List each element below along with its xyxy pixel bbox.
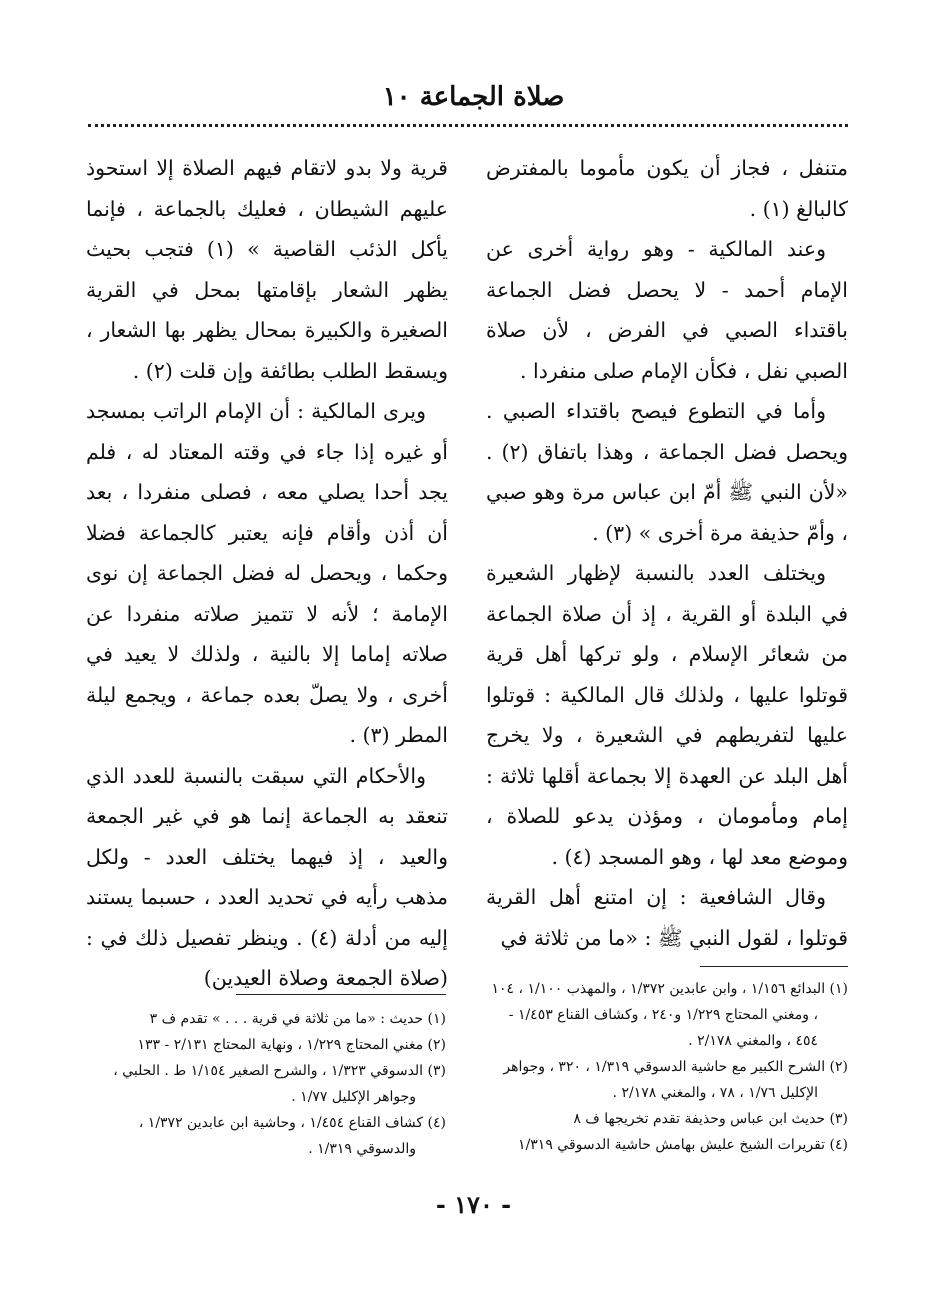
paragraph: قرية ولا بدو لاتقام فيهم الصلاة إلا استحوذ عليهم الشيطان ، فعليك بالجماعة ، فإنما يأكل الذئب القاصية » (١) فتجب بحيث يظهر الشعار بإقامتها بمحل في القرية الصغيرة والكبيرة بمحال يظهر بها الشعار ، ويسقط الطلب بطائفة وإن قلت (٢) . [86, 156, 448, 383]
footnotes-right [490, 976, 848, 1158]
paragraph: ويرى المالكية : أن الإمام الراتب بمسجد أو غيره إذا جاء في وقته المعتاد له ، فلم يجد أحدا يصلي معه ، فصلى منفردا ، بعد أن أذن وأقام فإنه يعتبر كالجماعة فضلا وحكما ، ويحصل له فضل الجماعة إن نوى الإمامة ؛ لأنه لا تتميز صلاته منفردا عن صلاته إماما إلا بالنية ، ولذلك لا يعيد في أخرى ، ولا يصلّ بعده جماعة ، ويجمع ليلة المطر (٣) . [86, 399, 448, 747]
paragraph: والأحكام التي سبقت بالنسبة للعدد الذي تنعقد به الجماعة إنما هو في غير الجمعة والعيد ، إذ فيهما يختلف العدد - ولكل مذهب رأيه في تحديد العدد ، حسبما يستند إليه من أدلة (٤) . وينظر تفصيل ذلك في : (صلاة الجمعة وصلاة العيدين) [86, 763, 448, 990]
footnote: (٣) الدسوقي ١/٣٢٣ ، والشرح الصغير ١/١٥٤ ط . الحلبي ، وجواهر الإكليل ١/٧٧ . [113, 1063, 446, 1105]
paragraph: وقال الشافعية : إن امتنع أهل القرية قوتلوا ، لقول النبي ﷺ : «ما من ثلاثة في [486, 885, 848, 950]
footnotes-left [88, 1006, 446, 1162]
paragraph: وأما في التطوع فيصح باقتداء الصبي . ويحصل فضل الجماعة ، وهذا باتفاق (٢) . «لأن النبي ﷺ أمّ ابن عباس مرة وهو صبي ، وأمّ حذيفة مرة أخرى » (٣) . [486, 399, 849, 545]
footnote: (٤) تقريرات الشيخ عليش بهامش حاشية الدسوقي ١/٣١٩ [518, 1137, 848, 1153]
paragraph: ويختلف العدد بالنسبة لإظهار الشعيرة في البلدة أو القرية ، إذ أن صلاة الجماعة من شعائر الإسلام ، ولو تركها أهل قرية قوتلوا عليها ، ولذلك قال المالكية : قوتلوا عليها لتفريطهم في الشعيرة ، ولا يخرج أهل البلد عن العهدة إلا بجماعة أقلها ثلاثة : إمام ومأمومان ، ومؤذن يدعو للصلاة ، وموضع معد لها ، وهو المسجد (٤) . [486, 561, 848, 869]
footnote: (٢) الشرح الكبير مع حاشية الدسوقي ١/٣١٩ ، ٣٢٠ ، وجواهر الإكليل ١/٧٦ ، ٧٨ ، والمغني ٢/١٧٨ . [503, 1059, 848, 1101]
footnote: (٢) مغني المحتاج ١/٢٢٩ ، ونهاية المحتاج ٢/١٣١ - ١٣٣ [137, 1037, 446, 1053]
right-text-column [486, 148, 848, 958]
paragraph: وعند المالكية - وهو رواية أخرى عن الإمام أحمد - لا يحصل فضل الجماعة باقتداء الصبي في الفرض ، لأن صلاة الصبي نفل ، فكأن الإمام صلى منفردا . [486, 237, 848, 383]
left-text-column [86, 148, 448, 999]
footnote-separator-right [700, 966, 848, 967]
footnote: (٤) كشاف القناع ١/٤٥٤ ، وحاشية ابن عابدين ١/٣٧٢ ، والدسوقي ١/٣١٩ . [138, 1115, 446, 1157]
footnote-separator-left [236, 994, 446, 995]
paragraph: متنفل ، فجاز أن يكون مأموما بالمفترض كالبالغ (١) . [486, 156, 848, 221]
page-number: - ١٧٠ - [435, 1190, 512, 1219]
running-header-title: صلاة الجماعة ١٠ [382, 82, 565, 112]
footnote: (٣) حديث ابن عباس وحذيفة تقدم تخريجها ف ٨ [573, 1111, 848, 1127]
footnote: (١) حديث : «ما من ثلاثة في قرية . . . » تقدم ف ٣ [149, 1011, 446, 1027]
header-dotted-rule [88, 124, 848, 127]
footnote: (١) البدائع ١/١٥٦ ، وابن عابدين ١/٣٧٢ ، والمهذب ١/١٠٠ ، ١٠٤ ، ومغني المحتاج ١/٢٢٩ و٢٤٠ ، وكشاف القناع ١/٤٥٣ - ٤٥٤ ، والمغني ٢/١٧٨ . [491, 981, 848, 1049]
